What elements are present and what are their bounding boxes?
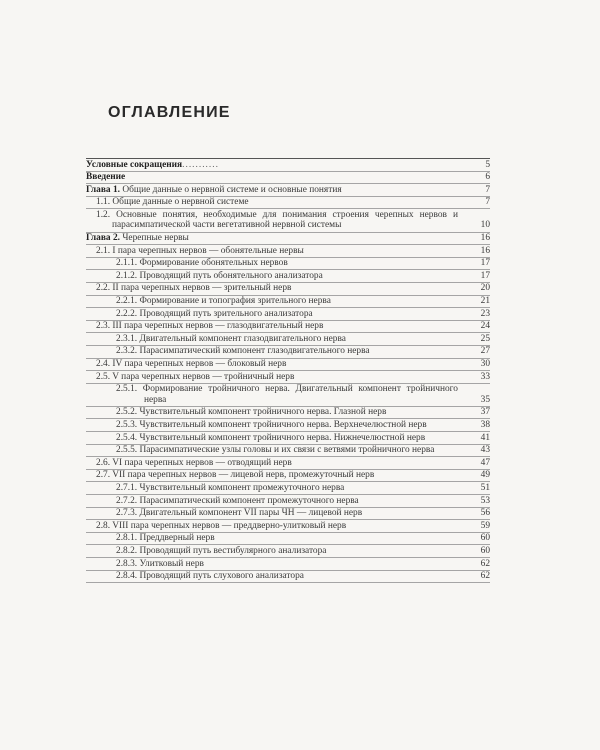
page-number: 20 (480, 283, 490, 294)
page-number: 24 (480, 321, 490, 332)
toc-entry-2-8-4[interactable] (86, 571, 490, 584)
toc-entry-2-8-1[interactable] (86, 533, 490, 546)
page-number: 21 (480, 296, 490, 307)
page-number: 53 (480, 495, 490, 506)
entry-label: 2.8.1. Преддверный нерв (116, 533, 215, 544)
entry-label: 2.2. II пара черепных нервов — зрительный нерв (96, 283, 292, 294)
entry-label: 1.2. Основные понятия, необходимые для понимания строения черепных нервов и парасимпатической части вегетативной нервной системы (96, 209, 458, 231)
page-number: 47 (480, 457, 490, 468)
dot-leader: ........... (182, 159, 219, 170)
page-number: 7 (485, 197, 490, 208)
page-number: 59 (480, 520, 490, 531)
page-number: 27 (480, 346, 490, 357)
toc-entry-2-1-2[interactable] (86, 270, 490, 283)
page-number: 62 (480, 558, 490, 569)
toc-entry-2-7[interactable] (86, 470, 490, 483)
page-number: 33 (480, 371, 490, 382)
entry-label: 2.5.2. Чувствительный компонент тройничного нерва. Глазной нерв (116, 407, 387, 418)
entry-label: 2.8. VIII пара черепных нервов — преддверно-улитковый нерв (96, 520, 347, 531)
toc-entry-2-8[interactable] (86, 520, 490, 533)
toc-entry-2-1[interactable] (86, 245, 490, 258)
entry-label: 2.5.3. Чувствительный компонент тройничного нерва. Верхнечелюстной нерв (116, 419, 427, 430)
entry-label: 2.1. I пара черепных нервов — обонятельные нервы (96, 245, 304, 256)
entry-label: 2.5.1. Формирование тройничного нерва. Двигательный компонент тройничного нерва (116, 384, 458, 405)
entry-label: 2.7.1. Чувствительный компонент промежуточного нерва (116, 482, 345, 493)
entry-label: Общие данные о нервной системе и основные понятия (122, 184, 342, 195)
toc-entry-2-8-2[interactable] (86, 545, 490, 558)
page-number: 51 (480, 482, 490, 493)
toc-entry-2-5-3[interactable] (86, 419, 490, 432)
page-number: 17 (480, 258, 490, 269)
entry-label: 2.1.1. Формирование обонятельных нервов (116, 258, 288, 269)
entry-label: 2.7. VII пара черепных нервов — лицевой нерв, промежуточный нерв (96, 470, 375, 481)
entry-label: 2.7.3. Двигательный компонент VII пары ЧН — лицевой нерв (116, 508, 363, 519)
toc-entry-2-7-1[interactable] (86, 482, 490, 495)
entry-label: 1.1. Общие данные о нервной системе (96, 197, 249, 208)
entry-label: 2.8.4. Проводящий путь слухового анализатора (116, 571, 304, 582)
toc-entry-introduction[interactable] (86, 172, 490, 185)
toc-entry-2-3-2[interactable] (86, 346, 490, 359)
page-number: 60 (480, 545, 490, 556)
entry-label: 2.4. IV пара черепных нервов — блоковый нерв (96, 359, 287, 369)
toc-entry-1-2[interactable] (86, 209, 490, 232)
toc-entry-2-8-3[interactable] (86, 558, 490, 571)
page-title: ОГЛАВЛЕНИЕ (108, 104, 231, 121)
page-number: 10 (480, 220, 490, 231)
page-number: 6 (485, 172, 490, 183)
toc-entry-2-7-3[interactable] (86, 508, 490, 521)
entry-label: 2.8.3. Улитковый нерв (116, 558, 204, 569)
entry-label: 2.2.1. Формирование и топография зрительного нерва (116, 296, 331, 307)
page-number: 35 (480, 394, 490, 405)
page-number: 16 (480, 233, 490, 244)
page-number: 37 (480, 407, 490, 418)
entry-label: 2.8.2. Проводящий путь вестибулярного анализатора (116, 545, 327, 556)
page-number: 49 (480, 470, 490, 481)
toc-entry-2-7-2[interactable] (86, 495, 490, 508)
toc-entry-2-5[interactable] (86, 371, 490, 384)
page-number: 30 (480, 359, 490, 369)
toc-entry-2-5-5[interactable] (86, 445, 490, 458)
entry-label: Условные сокращения (86, 159, 183, 170)
entry-label: 2.1.2. Проводящий путь обонятельного анализатора (116, 270, 323, 281)
page-number: 23 (480, 308, 490, 319)
chapter-prefix: Глава 1. (86, 184, 120, 195)
entry-label: 2.7.2. Парасимпатический компонент промежуточного нерва (116, 495, 359, 506)
toc-entry-2-6[interactable] (86, 457, 490, 470)
page-number: 62 (480, 571, 490, 582)
page-number: 38 (480, 419, 490, 430)
toc-entry-chapter-1[interactable] (86, 184, 490, 197)
toc-entry-chapter-2[interactable] (86, 233, 490, 246)
entry-label: 2.5. V пара черепных нервов — тройничный нерв (96, 371, 295, 382)
entry-label: Введение (86, 172, 126, 183)
table-of-contents (86, 158, 490, 583)
entry-label: 2.6. VI пара черепных нервов — отводящий нерв (96, 457, 292, 468)
toc-entry-2-5-2[interactable] (86, 407, 490, 420)
toc-entry-2-3[interactable] (86, 321, 490, 334)
entry-label: 2.2.2. Проводящий путь зрительного анализатора (116, 308, 313, 319)
entry-label: 2.3. III пара черепных нервов — глазодвигательный нерв (96, 321, 324, 332)
toc-entry-2-2-1[interactable] (86, 296, 490, 309)
page-number: 17 (480, 270, 490, 281)
page-number: 5 (485, 159, 490, 170)
page-number: 41 (480, 432, 490, 443)
entry-label: 2.3.1. Двигательный компонент глазодвигательного нерва (116, 333, 346, 344)
toc-entry-2-5-4[interactable] (86, 432, 490, 445)
entry-label: Черепные нервы (122, 233, 189, 244)
toc-entry-2-5-1[interactable] (86, 384, 490, 407)
toc-entry-abbreviations[interactable] (86, 159, 490, 172)
toc-entry-2-3-1[interactable] (86, 333, 490, 346)
page-number: 25 (480, 333, 490, 344)
toc-entry-2-2[interactable] (86, 283, 490, 296)
page-number: 60 (480, 533, 490, 544)
toc-entry-1-1[interactable] (86, 197, 490, 210)
entry-label: 2.3.2. Парасимпатический компонент глазодвигательного нерва (116, 346, 370, 357)
page-number: 56 (480, 508, 490, 519)
toc-entry-2-1-1[interactable] (86, 258, 490, 271)
page-number: 7 (485, 184, 490, 195)
chapter-prefix: Глава 2. (86, 233, 120, 244)
entry-label: 2.5.5. Парасимпатические узлы головы и их связи с ветвями тройничного нерва (116, 445, 435, 456)
toc-entry-2-4[interactable] (86, 359, 490, 372)
page-number: 43 (480, 445, 490, 456)
toc-entry-2-2-2[interactable] (86, 308, 490, 321)
page-number: 16 (480, 245, 490, 256)
entry-label: 2.5.4. Чувствительный компонент тройничного нерва. Нижнечелюстной нерв (116, 432, 426, 443)
